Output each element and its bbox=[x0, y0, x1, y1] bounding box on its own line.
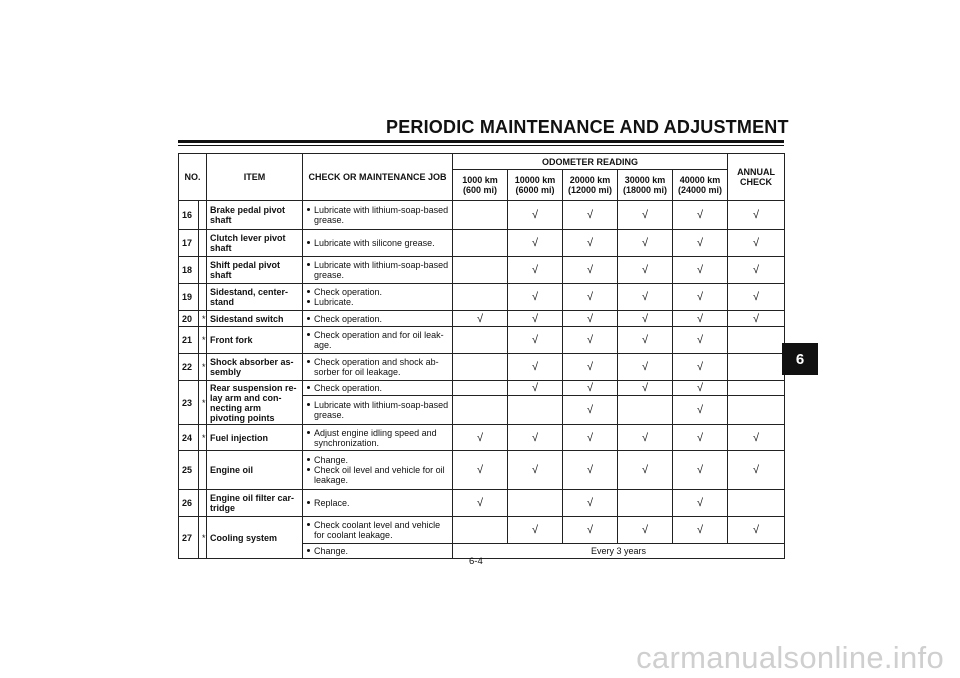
check-mark-cell: √ bbox=[618, 425, 673, 451]
empty-cell bbox=[453, 284, 508, 311]
check-mark-cell: √ bbox=[508, 284, 563, 311]
row-job bbox=[303, 451, 453, 490]
row-asterisk: * bbox=[199, 327, 207, 354]
row-asterisk bbox=[199, 284, 207, 311]
empty-cell bbox=[453, 257, 508, 284]
row-number: 22 bbox=[179, 354, 199, 381]
empty-cell bbox=[728, 381, 785, 396]
check-mark-cell: √ bbox=[728, 230, 785, 257]
row-job bbox=[303, 354, 453, 381]
check-mark-cell: √ bbox=[618, 257, 673, 284]
check-mark-cell: √ bbox=[563, 230, 618, 257]
header-item: ITEM bbox=[207, 154, 303, 201]
header-odometer-column: 40000 km (24000 mi) bbox=[673, 170, 728, 201]
check-mark-cell: √ bbox=[508, 201, 563, 230]
job-bullet: Change. bbox=[306, 455, 449, 465]
job-bullet: Check operation and for oil leak- age. bbox=[306, 330, 449, 350]
row-item: Sidestand, center- stand bbox=[207, 284, 303, 311]
job-bullet: Check coolant level and vehicle for coolant leakage. bbox=[306, 520, 449, 540]
footer-watermark: carmanualsonline.info bbox=[636, 640, 944, 675]
check-mark-cell: √ bbox=[563, 311, 618, 327]
row-asterisk bbox=[199, 230, 207, 257]
check-mark-cell: √ bbox=[673, 257, 728, 284]
row-item: Front fork bbox=[207, 327, 303, 354]
check-mark-cell: √ bbox=[618, 311, 673, 327]
check-mark-cell: √ bbox=[618, 354, 673, 381]
check-mark-cell: √ bbox=[673, 490, 728, 517]
row-item: Sidestand switch bbox=[207, 311, 303, 327]
row-number: 25 bbox=[179, 451, 199, 490]
check-mark-cell: √ bbox=[728, 311, 785, 327]
row-item: Cooling system bbox=[207, 517, 303, 559]
row-asterisk: * bbox=[199, 311, 207, 327]
row-number: 17 bbox=[179, 230, 199, 257]
job-bullet: Check oil level and vehicle for oil leakage. bbox=[306, 465, 449, 485]
row-job bbox=[303, 230, 453, 257]
row-item: Brake pedal pivot shaft bbox=[207, 201, 303, 230]
empty-cell bbox=[618, 490, 673, 517]
check-mark-cell: √ bbox=[563, 327, 618, 354]
check-mark-cell: √ bbox=[563, 396, 618, 425]
row-item: Rear suspension re- lay arm and con- necting arm pivoting points bbox=[207, 381, 303, 425]
table-row bbox=[179, 311, 785, 327]
table-row bbox=[179, 257, 785, 284]
header-odometer-column: 1000 km (600 mi) bbox=[453, 170, 508, 201]
empty-cell bbox=[728, 490, 785, 517]
job-bullet: Lubricate. bbox=[306, 297, 449, 307]
header-odometer-column: 10000 km (6000 mi) bbox=[508, 170, 563, 201]
row-item: Clutch lever pivot shaft bbox=[207, 230, 303, 257]
row-item: Engine oil filter car- tridge bbox=[207, 490, 303, 517]
job-bullet: Lubricate with lithium-soap-based grease. bbox=[306, 260, 449, 280]
check-mark-cell: √ bbox=[618, 230, 673, 257]
check-mark-cell: √ bbox=[618, 284, 673, 311]
check-mark-cell: √ bbox=[453, 425, 508, 451]
job-bullet: Check operation and shock ab- sorber for oil leakage. bbox=[306, 357, 449, 377]
empty-cell bbox=[453, 201, 508, 230]
check-mark-cell: √ bbox=[508, 381, 563, 396]
check-mark-cell: √ bbox=[673, 451, 728, 490]
row-number: 24 bbox=[179, 425, 199, 451]
job-bullet: Replace. bbox=[306, 498, 449, 508]
table-row bbox=[179, 490, 785, 517]
row-asterisk: * bbox=[199, 517, 207, 559]
check-mark-cell: √ bbox=[508, 327, 563, 354]
row-job bbox=[303, 381, 453, 396]
row-job bbox=[303, 544, 453, 559]
job-bullet: Lubricate with silicone grease. bbox=[306, 238, 449, 248]
check-mark-cell: √ bbox=[673, 311, 728, 327]
check-mark-cell: √ bbox=[508, 425, 563, 451]
table-row bbox=[179, 327, 785, 354]
row-job bbox=[303, 311, 453, 327]
row-job bbox=[303, 284, 453, 311]
check-mark-cell: √ bbox=[618, 327, 673, 354]
row-asterisk bbox=[199, 490, 207, 517]
interval-text: Every 3 years bbox=[453, 544, 785, 559]
row-asterisk bbox=[199, 201, 207, 230]
check-mark-cell: √ bbox=[508, 311, 563, 327]
empty-cell bbox=[508, 490, 563, 517]
check-mark-cell: √ bbox=[563, 354, 618, 381]
job-bullet: Check operation. bbox=[306, 383, 449, 393]
empty-cell bbox=[453, 354, 508, 381]
check-mark-cell: √ bbox=[673, 425, 728, 451]
check-mark-cell: √ bbox=[728, 201, 785, 230]
empty-cell bbox=[728, 396, 785, 425]
check-mark-cell: √ bbox=[673, 381, 728, 396]
row-job bbox=[303, 396, 453, 425]
row-asterisk: * bbox=[199, 381, 207, 425]
empty-cell bbox=[453, 396, 508, 425]
empty-cell bbox=[453, 517, 508, 544]
row-job bbox=[303, 201, 453, 230]
row-asterisk bbox=[199, 451, 207, 490]
check-mark-cell: √ bbox=[563, 490, 618, 517]
check-mark-cell: √ bbox=[453, 451, 508, 490]
empty-cell bbox=[453, 327, 508, 354]
row-item: Fuel injection bbox=[207, 425, 303, 451]
row-number: 23 bbox=[179, 381, 199, 425]
row-item: Engine oil bbox=[207, 451, 303, 490]
table-row bbox=[179, 381, 785, 396]
header-odometer: ODOMETER READING bbox=[453, 154, 728, 170]
job-bullet: Check operation. bbox=[306, 314, 449, 324]
row-number: 18 bbox=[179, 257, 199, 284]
row-number: 27 bbox=[179, 517, 199, 559]
row-job bbox=[303, 490, 453, 517]
row-number: 21 bbox=[179, 327, 199, 354]
check-mark-cell: √ bbox=[563, 451, 618, 490]
row-asterisk bbox=[199, 257, 207, 284]
chapter-tab: 6 bbox=[782, 343, 818, 375]
check-mark-cell: √ bbox=[453, 490, 508, 517]
check-mark-cell: √ bbox=[563, 425, 618, 451]
check-mark-cell: √ bbox=[728, 451, 785, 490]
empty-cell bbox=[728, 327, 785, 354]
empty-cell bbox=[508, 396, 563, 425]
table-row bbox=[179, 451, 785, 490]
header-no: NO. bbox=[179, 154, 207, 201]
check-mark-cell: √ bbox=[508, 517, 563, 544]
check-mark-cell: √ bbox=[673, 201, 728, 230]
check-mark-cell: √ bbox=[728, 425, 785, 451]
page-title: PERIODIC MAINTENANCE AND ADJUSTMENT bbox=[386, 117, 789, 137]
job-bullet: Adjust engine idling speed and synchronization. bbox=[306, 428, 449, 448]
empty-cell bbox=[453, 230, 508, 257]
check-mark-cell: √ bbox=[673, 396, 728, 425]
header-odometer-column: 20000 km (12000 mi) bbox=[563, 170, 618, 201]
job-bullet: Lubricate with lithium-soap-based grease. bbox=[306, 205, 449, 225]
check-mark-cell: √ bbox=[728, 517, 785, 544]
table-row bbox=[179, 201, 785, 230]
check-mark-cell: √ bbox=[508, 451, 563, 490]
table-row bbox=[179, 284, 785, 311]
check-mark-cell: √ bbox=[508, 230, 563, 257]
row-number: 16 bbox=[179, 201, 199, 230]
header-job: CHECK OR MAINTENANCE JOB bbox=[303, 154, 453, 201]
row-item: Shock absorber as- sembly bbox=[207, 354, 303, 381]
table-row bbox=[179, 517, 785, 544]
row-job bbox=[303, 425, 453, 451]
check-mark-cell: √ bbox=[563, 201, 618, 230]
check-mark-cell: √ bbox=[618, 451, 673, 490]
job-bullet: Change. bbox=[306, 546, 449, 556]
check-mark-cell: √ bbox=[673, 354, 728, 381]
title-rule-thin bbox=[178, 145, 784, 146]
row-number: 20 bbox=[179, 311, 199, 327]
row-job bbox=[303, 327, 453, 354]
check-mark-cell: √ bbox=[618, 517, 673, 544]
check-mark-cell: √ bbox=[618, 201, 673, 230]
empty-cell bbox=[618, 396, 673, 425]
check-mark-cell: √ bbox=[563, 257, 618, 284]
row-item: Shift pedal pivot shaft bbox=[207, 257, 303, 284]
page-number: 6-4 bbox=[469, 556, 483, 567]
table-row bbox=[179, 425, 785, 451]
header-annual: ANNUAL CHECK bbox=[728, 154, 785, 201]
check-mark-cell: √ bbox=[673, 230, 728, 257]
row-asterisk: * bbox=[199, 354, 207, 381]
row-number: 19 bbox=[179, 284, 199, 311]
check-mark-cell: √ bbox=[673, 517, 728, 544]
check-mark-cell: √ bbox=[728, 284, 785, 311]
row-job bbox=[303, 257, 453, 284]
check-mark-cell: √ bbox=[563, 381, 618, 396]
check-mark-cell: √ bbox=[618, 381, 673, 396]
title-rule-thick bbox=[178, 140, 784, 143]
check-mark-cell: √ bbox=[508, 354, 563, 381]
check-mark-cell: √ bbox=[728, 257, 785, 284]
maintenance-table bbox=[178, 153, 785, 559]
header-odometer-column: 30000 km (18000 mi) bbox=[618, 170, 673, 201]
row-asterisk: * bbox=[199, 425, 207, 451]
empty-cell bbox=[728, 354, 785, 381]
row-number: 26 bbox=[179, 490, 199, 517]
table-row bbox=[179, 230, 785, 257]
row-job bbox=[303, 517, 453, 544]
check-mark-cell: √ bbox=[673, 284, 728, 311]
check-mark-cell: √ bbox=[508, 257, 563, 284]
check-mark-cell: √ bbox=[673, 327, 728, 354]
job-bullet: Lubricate with lithium-soap-based grease. bbox=[306, 400, 449, 420]
check-mark-cell: √ bbox=[453, 311, 508, 327]
table-row bbox=[179, 354, 785, 381]
job-bullet: Check operation. bbox=[306, 287, 449, 297]
check-mark-cell: √ bbox=[563, 517, 618, 544]
check-mark-cell: √ bbox=[563, 284, 618, 311]
empty-cell bbox=[453, 381, 508, 396]
